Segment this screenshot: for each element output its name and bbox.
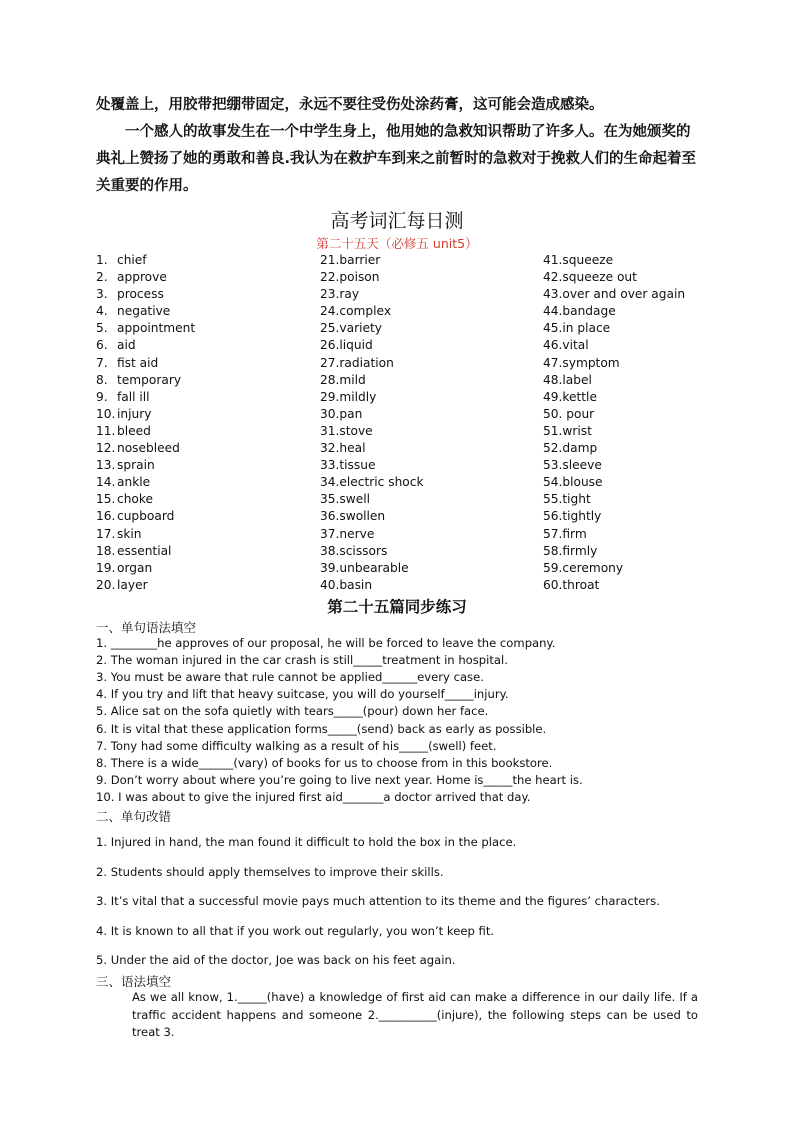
vocab-item: 50. pour [543, 406, 595, 421]
vocab-word: organ [117, 560, 153, 575]
vocab-number: 8. [96, 372, 108, 387]
intro-text [96, 92, 700, 200]
vocab-word: chief [117, 253, 147, 267]
vocab-item: 59.ceremony [543, 560, 624, 575]
exercise-item: 4. If you try and lift that heavy suitcase, you will do yourself_____injury. [96, 687, 509, 702]
vocab-item: 27.radiation [320, 355, 394, 370]
vocab-item: 44.bandage [543, 304, 616, 319]
vocab-item [96, 440, 195, 457]
vocab-number: 15. [96, 492, 116, 507]
section-3-text: As we all know, 1._____(have) a knowledge of first aid can make a difference in our daily life. If a traffic accident happens and someone 2.__________(injure), the following steps can be used to treat 3. [132, 990, 698, 1039]
vocab-item: 41.squeeze [543, 253, 614, 267]
vocab-number: 18. [96, 543, 116, 558]
vocab-item [96, 355, 195, 372]
vocab-word: fist aid [117, 355, 159, 370]
vocab-item: 36.swollen [320, 509, 386, 524]
vocab-item: 49.kettle [543, 389, 597, 404]
vocab-word: process [117, 287, 164, 302]
vocab-item: 46.vital [543, 338, 589, 353]
vocab-word: approve [117, 270, 167, 285]
vocab-word: nosebleed [117, 441, 180, 456]
vocab-item [96, 423, 195, 440]
vocab-item: 53.sleeve [543, 458, 602, 473]
exercise-item: 1. ________he approves of our proposal, he will be forced to leave the company. [96, 636, 556, 650]
vocab-item [96, 303, 195, 320]
vocab-number: 1. [96, 253, 108, 267]
vocab-column-3 [543, 252, 685, 594]
vocab-item: 25.variety [320, 321, 382, 336]
vocab-number: 20. [96, 577, 116, 592]
intro-line-1: 处覆盖上，用胶带把绷带固定，永远不要往受伤处涂药膏，这可能会造成感染。 [96, 97, 604, 113]
exercise-item: 2. The woman injured in the car crash is still_____treatment in hospital. [96, 653, 508, 668]
vocab-number: 12. [96, 441, 116, 456]
vocab-word: appointment [117, 321, 196, 336]
correction-item: 4. It is known to all that if you work out regularly, you won’t keep fit. [96, 923, 495, 938]
section-1-heading: 一、单句语法填空 [96, 620, 197, 635]
page-subtitle: 第二十五天（必修五 unit5） [316, 236, 478, 251]
vocab-item: 43.over and over again [543, 287, 686, 302]
vocab-item: 54.blouse [543, 475, 603, 490]
vocab-item [96, 543, 195, 560]
vocab-word: bleed [117, 423, 151, 438]
exercise-item: 5. Alice sat on the sofa quietly with tears_____(pour) down her face. [96, 704, 489, 719]
vocab-word: layer [117, 577, 148, 592]
vocab-word: injury [117, 406, 152, 421]
page-title: 高考词汇每日测 [330, 210, 464, 232]
vocab-item: 48.label [543, 372, 592, 387]
vocab-item: 58.firmly [543, 543, 598, 558]
intro-paragraph-2: 一个感人的故事发生在一个中学生身上，他用她的急救知识帮助了许多人。在为她颁奖的典礼上赞扬了她的勇敢和善良.我认为在救护车到来之前暂时的急救对于挽救人们的生命起着至关重要的作用。 [96, 124, 697, 194]
vocab-item: 55.tight [543, 492, 591, 507]
vocab-number: 3. [96, 287, 108, 302]
correction-item: 5. Under the aid of the doctor, Joe was back on his feet again. [96, 953, 456, 967]
vocab-item [96, 577, 195, 594]
vocab-word: aid [117, 338, 136, 353]
vocab-word: negative [117, 304, 171, 319]
vocab-item: 47.symptom [543, 355, 620, 370]
vocab-word: ankle [117, 475, 151, 490]
section-2-heading: 二、单句改错 [96, 809, 172, 824]
vocab-item [96, 560, 195, 577]
vocab-item: 42.squeeze out [543, 270, 637, 285]
vocab-word: skin [117, 526, 142, 541]
correction-item: 1. Injured in hand, the man found it difficult to hold the box in the place. [96, 835, 517, 849]
vocab-number: 10. [96, 406, 116, 421]
vocab-word: essential [117, 543, 172, 558]
vocab-number: 7. [96, 355, 108, 370]
vocab-number: 16. [96, 509, 116, 524]
vocab-item: 35.swell [320, 492, 370, 507]
exercise-title: 第二十五篇同步练习 [327, 597, 467, 616]
section-3-heading: 三、语法填空 [96, 974, 172, 989]
vocab-item: 39.unbearable [320, 560, 409, 575]
vocab-word: cupboard [117, 509, 175, 524]
vocab-item: 38.scissors [320, 543, 388, 558]
vocab-item: 34.electric shock [320, 475, 424, 490]
exercise-item: 10. I was about to give the injured first aid_______a doctor arrived that day. [96, 789, 531, 804]
vocab-item: 57.firm [543, 526, 587, 541]
vocab-item [96, 389, 195, 406]
vocab-word: fall ill [117, 389, 150, 404]
correction-item: 2. Students should apply themselves to improve their skills. [96, 864, 444, 879]
vocab-column-2 [320, 252, 424, 594]
vocab-item: 32.heal [320, 441, 366, 456]
vocab-item [96, 491, 195, 508]
vocab-word: sprain [117, 458, 155, 473]
vocab-item: 21.barrier [320, 253, 381, 267]
vocab-item [96, 286, 195, 303]
vocab-item [96, 320, 195, 337]
vocab-item: 56.tightly [543, 509, 602, 524]
exercise-item: 7. Tony had some difficulty walking as a result of his_____(swell) feet. [96, 738, 497, 753]
vocab-item [96, 508, 195, 525]
vocab-item: 23.ray [320, 287, 360, 302]
correction-item: 3. It’s vital that a successful movie pays much attention to its theme and the figures’ characters. [96, 894, 660, 908]
vocab-number: 17. [96, 526, 116, 541]
vocab-item [96, 372, 195, 389]
vocab-item: 31.stove [320, 423, 373, 438]
vocab-number: 4. [96, 304, 108, 319]
exercise-item: 6. It is vital that these application forms_____(send) back as early as possible. [96, 721, 547, 736]
vocab-item [96, 337, 195, 354]
vocab-item: 40.basin [320, 577, 373, 592]
section-3-passage [96, 989, 698, 1042]
vocab-number: 13. [96, 458, 116, 473]
vocab-item: 45.in place [543, 321, 611, 336]
vocab-item: 60.throat [543, 577, 600, 592]
vocab-number: 14. [96, 475, 116, 490]
vocab-word: choke [117, 492, 154, 507]
vocab-number: 19. [96, 560, 116, 575]
vocab-item: 52.damp [543, 441, 598, 456]
vocab-item [96, 474, 195, 491]
vocab-number: 5. [96, 321, 108, 336]
exercise-item: 3. You must be aware that rule cannot be applied______every case. [96, 670, 484, 685]
vocab-item [96, 252, 195, 269]
vocab-item [96, 526, 195, 543]
vocab-item: 22.poison [320, 270, 380, 285]
vocab-number: 6. [96, 338, 108, 353]
vocab-item: 51.wrist [543, 423, 592, 438]
vocab-item [96, 406, 195, 423]
vocab-item: 24.complex [320, 304, 392, 319]
vocab-number: 11. [96, 423, 116, 438]
vocab-item: 26.liquid [320, 338, 373, 353]
vocab-item: 29.mildly [320, 389, 377, 404]
vocab-item: 28.mild [320, 372, 366, 387]
vocab-item: 37.nerve [320, 526, 375, 541]
vocab-number: 2. [96, 270, 108, 285]
vocab-column-1 [96, 252, 195, 594]
vocab-number: 9. [96, 389, 108, 404]
vocab-item [96, 457, 195, 474]
vocab-item [96, 269, 195, 286]
exercise-item: 8. There is a wide______(vary) of books for us to choose from in this bookstore. [96, 755, 553, 770]
exercise-item: 9. Don’t worry about where you’re going to live next year. Home is_____the heart is. [96, 772, 583, 787]
vocab-word: temporary [117, 372, 182, 387]
vocab-item: 30.pan [320, 406, 363, 421]
vocab-item: 33.tissue [320, 458, 376, 473]
